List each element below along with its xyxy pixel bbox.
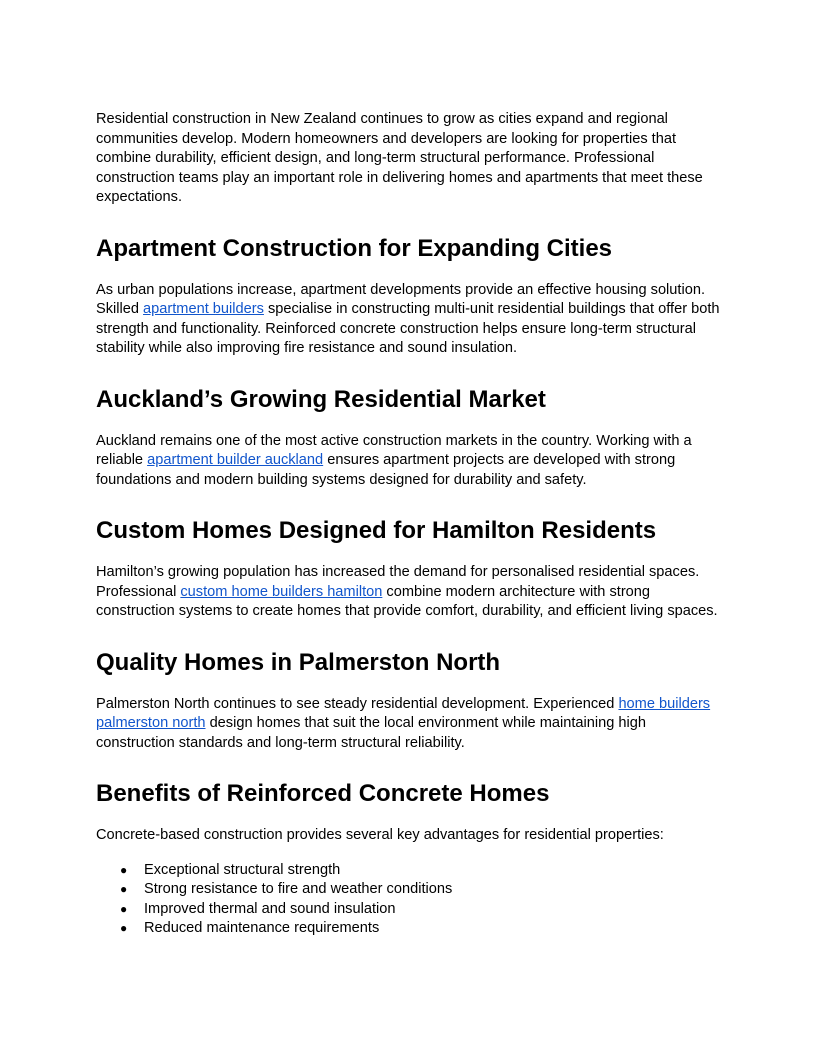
section-apartment-construction (96, 234, 720, 359)
section-paragraph (96, 432, 720, 491)
bullet-icon: ● (120, 862, 128, 877)
benefits-list (96, 861, 720, 939)
paragraph-text: ensures apartment projects are developed with strong foundations and modern building systems designed for durability and safety. (96, 452, 676, 488)
custom-home-builders-hamilton-link[interactable]: custom home builders hamilton (180, 583, 383, 600)
paragraph-text: Palmerston North continues to see steady residential development. Experienced (96, 695, 619, 712)
section-heading: Custom Homes Designed for Hamilton Residents (96, 517, 657, 544)
section-auckland-market (96, 385, 720, 491)
paragraph-text: Auckland remains one of the most active construction markets in the country. Working with a reliable (96, 432, 692, 468)
section-palmerston-north (96, 648, 720, 754)
section-paragraph (96, 281, 720, 359)
intro-paragraph: Residential construction in New Zealand continues to grow as cities expand and regional communities develop. Modern homeowners and developers are looking for properties that combine durability, efficient design, and long-term structural performance. Professional construction teams play an important role in delivering homes and apartments that meet these expectations. (96, 111, 703, 205)
document-body (96, 110, 720, 939)
section-hamilton-custom-homes (96, 516, 720, 622)
apartment-builders-link[interactable]: apartment builders (143, 301, 264, 317)
list-item-text: Exceptional structural strength (144, 861, 341, 878)
section-paragraph (96, 695, 720, 754)
paragraph-text: combine modern architecture with strong construction systems to create homes that provide comfort, durability, and efficient living spaces. (96, 583, 718, 619)
list-item-text: Strong resistance to fire and weather conditions (144, 881, 453, 897)
paragraph-text: Hamilton’s growing population has increased the demand for personalised residential spaces. Professional (96, 564, 700, 600)
list-item (96, 900, 720, 920)
paragraph-text: As urban populations increase, apartment developments provide an effective housing solution. Skilled (96, 281, 705, 317)
paragraph-text: specialise in constructing multi-unit residential buildings that offer both strength and functionality. Reinforced concrete construction helps ensure long-term structural stability while also improving fire resistance and sound insulation. (96, 301, 720, 356)
section-heading: Auckland’s Growing Residential Market (96, 385, 546, 413)
list-item (96, 919, 720, 939)
list-item-text: Reduced maintenance requirements (144, 920, 380, 936)
section-paragraph (96, 563, 720, 622)
bullet-icon: ● (120, 921, 128, 935)
home-builders-palmerston-north-link[interactable]: home builders palmerston north (96, 695, 711, 731)
bullet-icon: ● (120, 901, 128, 916)
section-heading: Quality Homes in Palmerston North (96, 648, 501, 676)
list-item-text: Improved thermal and sound insulation (144, 900, 396, 917)
apartment-builder-auckland-link[interactable]: apartment builder auckland (147, 452, 324, 468)
section-heading: Apartment Construction for Expanding Cities (96, 234, 613, 262)
bullet-icon: ● (120, 882, 128, 896)
section-benefits (96, 779, 720, 939)
list-item (96, 861, 720, 881)
section-paragraph: Concrete-based construction provides several key advantages for residential properties: (96, 827, 664, 843)
paragraph-text: design homes that suit the local environment while maintaining high construction standards and long-term structural reliability. (96, 715, 647, 751)
list-item (96, 880, 720, 900)
section-heading: Benefits of Reinforced Concrete Homes (96, 780, 550, 807)
